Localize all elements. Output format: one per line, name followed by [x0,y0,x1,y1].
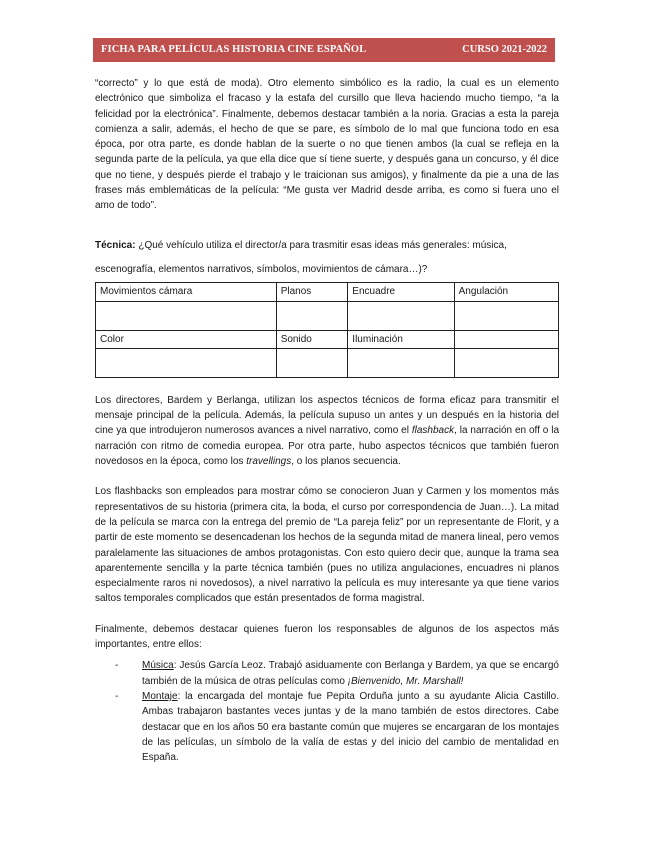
table-cell-empty [454,348,558,377]
film-title: ¡Bienvenido, Mr. Marshall! [347,675,464,687]
table-cell-empty [96,348,277,377]
paragraph-flashbacks: Los flashbacks son empleados para mostrar cómo se conocieron Juan y Carmen y los momentos más representativos de su historia (primera cita, la boda, el curso por correspondencia de Juan…). La mitad de la película se marca con la entrega del premio de “La pareja feliz” por un representante de Florit, y a partir de este momento se desencadenan los hechos de la segunda mitad de manera lineal, pero vemos paralelamente las situaciones de ambos protagonistas. Con esto quiero decir que, aunque la trama sea aparentemente sencilla y la parte técnica también (pues no utiliza angulaciones, encuadres ni planos especialmente raros ni novedosos), a nivel narrativo la película es muy interesante ya que tiene varios saltos temporales complicados que están presentados de forma magistral. [95,486,559,605]
table-cell-empty [276,348,348,377]
table-cell: Planos [276,283,348,301]
paragraph-symbols: “correcto” y lo que está de moda). Otro elemento simbólico es la radio, la cual es un elemento electrónico que simboliza el fracaso y la estafa del cursillo que lleva haciendo mucho tiempo, “a la felicidad por la electrónica”. Finalmente, debemos destacar también a la noria. Gracias a esta la pareja comienza a salir, además, el hecho de que se pare, es símbolo de lo mal que funciona todo en esa época, por otra parte, es donde hablan de la suerte o no que tienen ambos (la cual se refleja en la segunda parte de la película, ya que ella dice que sí tiene suerte, y después gana un concurso, y él dice que no tiene, y después pierde el trabajo y le traicionan sus amigos), y finalmente da pie a una de las frases más emblemáticas de la película: “Me gusta ver Madrid desde arriba, es como si fuera uno el amo de todo”. [95,78,559,212]
table-row [96,348,559,377]
tecnica-question-line1: ¿Qué vehículo utiliza el director/a para trasmitir esas ideas más generales: música, [138,239,507,251]
table-cell: Movimientos cámara [96,283,277,301]
list-dash: - [115,660,119,672]
table-cell-empty [276,301,348,330]
table-row [96,330,559,348]
table-cell [454,330,558,348]
tecnica-question [95,238,559,253]
table-cell-empty [348,301,454,330]
document-body [95,76,559,765]
term-travellings: travellings [246,456,292,468]
montaje-label: Montaje [142,690,178,702]
musica-label: Música [142,660,174,672]
term-flashback: flashback [411,425,455,437]
table-cell-empty [348,348,454,377]
page-header [93,38,555,62]
paragraph-responsables: Finalmente, debemos destacar quienes fueron los responsables de algunos de los aspectos más importantes, entre ellos: [95,623,559,651]
table-cell: Angulación [454,283,558,301]
table-cell: Iluminación [348,330,454,348]
table-cell: Sonido [276,330,348,348]
list-dash: - [115,690,119,702]
table-cell: Color [96,330,277,348]
tecnica-question-line2: escenografía, elementos narrativos, símbolos, movimientos de cámara…)? [95,263,428,275]
header-title: FICHA PARA PELÍCULAS HISTORIA CINE ESPAÑOL [101,44,367,55]
table-row [96,283,559,301]
list-item: - Montaje: la encargada del montaje fue Pepita Orduña junto a su ayudante Alicia Castillo. Ambas trabajaron bastantes veces juntas y de la mano también de estos directores. Cabe destacar que en los años 50 era bastante común que mujeres se encargaran de los montajes de las películas, un símbolo de la valía de estas y del inicio del cambio de mentalidad en España. [115,690,559,764]
table-cell: Encuadre [348,283,454,301]
list-item: - Música: Jesús García Leoz. Trabajó asiduamente con Berlanga y Bardem, ya que se encargó también de la música de otras películas como ¡Bienvenido, Mr. Marshall! [115,660,559,687]
header-course: CURSO 2021-2022 [462,44,547,55]
paragraph-directors: Los directores, Bardem y Berlanga, utilizan los aspectos técnicos de forma eficaz para transmitir el mensaje principal de la película. Además, la película supuso un antes y un después en la historia del cine ya que introdujeron numerosos avances a nivel narrativo, como el flashback, la narración en off o la narración con ritmo de comedia europea. Por otra parte, hubo aspectos técnicos que también fueron novedosos en la época, como los travellings, o los planos secuencia. [95,394,559,468]
technique-table [95,282,559,378]
table-row [96,301,559,330]
table-cell-empty [454,301,558,330]
tecnica-label: Técnica: [95,239,136,251]
table-cell-empty [96,301,277,330]
responsables-list [95,658,559,765]
